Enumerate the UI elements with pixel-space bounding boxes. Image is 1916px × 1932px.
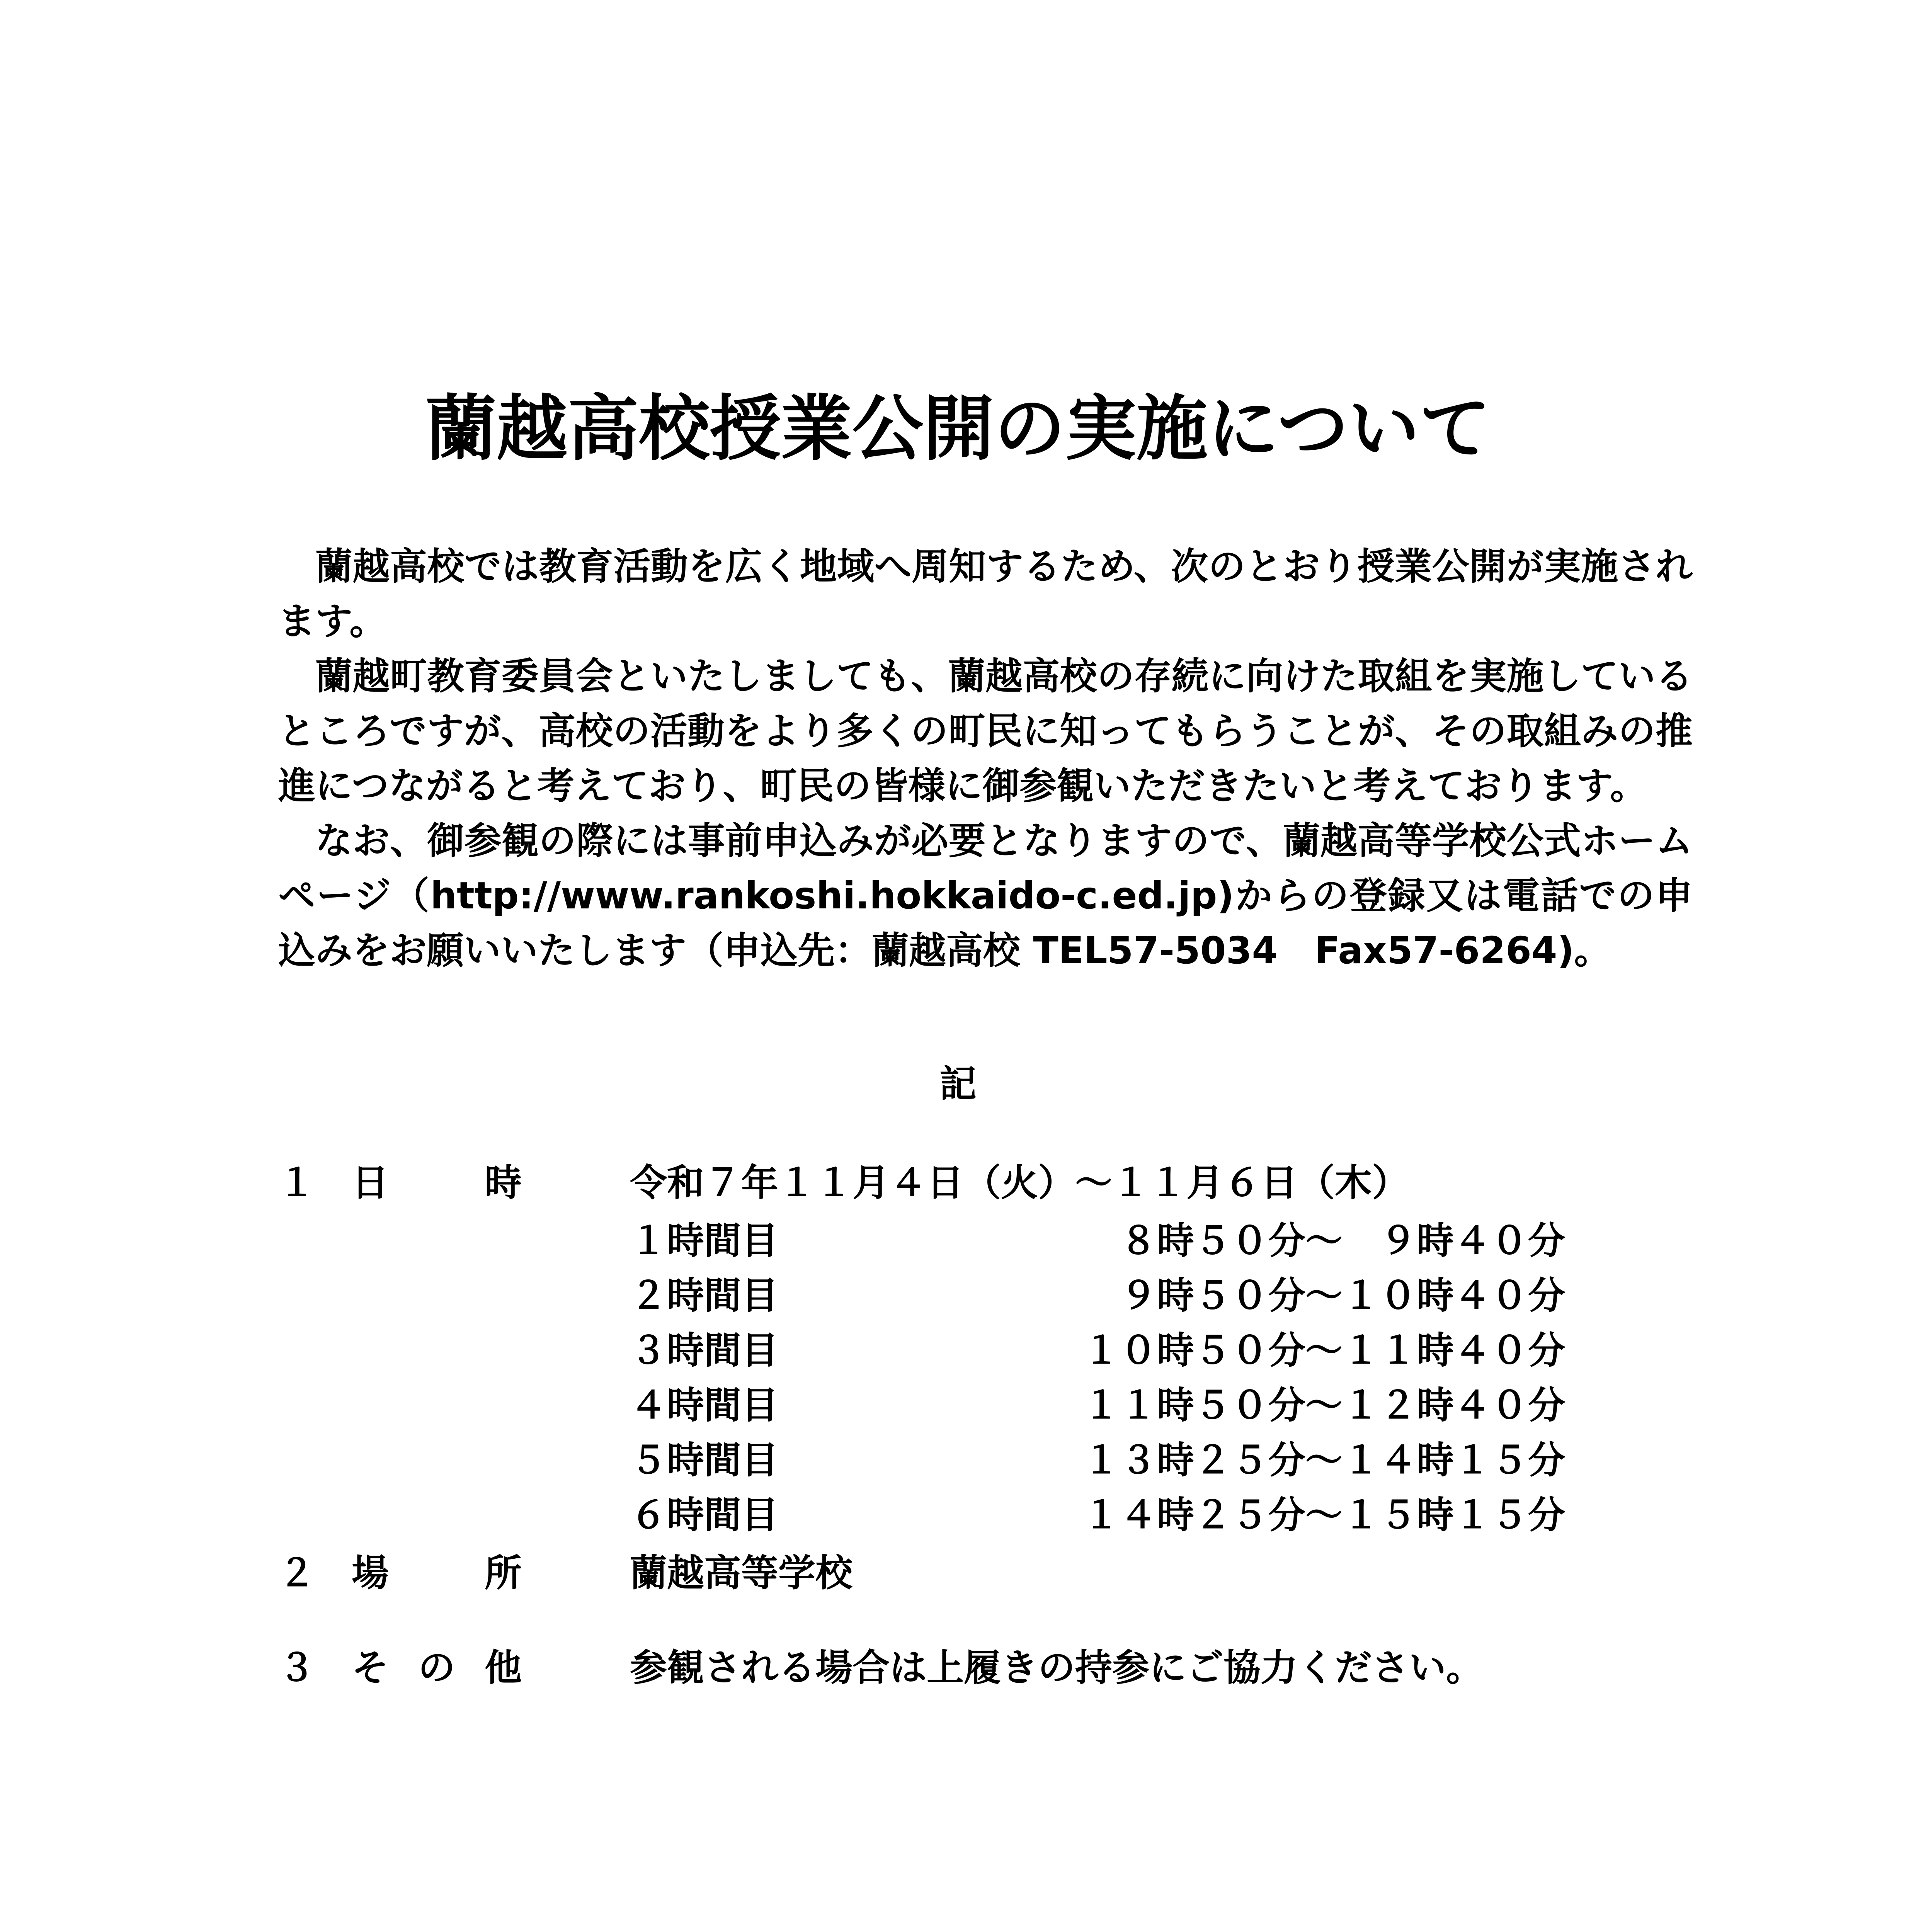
- period-time: １０時５０分～１１時４０分: [1083, 1329, 1565, 1372]
- period-time: １３時２５分～１４時１５分: [1083, 1439, 1565, 1482]
- item-label-char: 時: [485, 1161, 522, 1204]
- period-label: ６時間目: [630, 1493, 778, 1537]
- item-label-char: の: [418, 1646, 455, 1689]
- item-label-char: 所: [485, 1551, 522, 1595]
- item-number: １: [278, 1161, 315, 1204]
- paragraph-board-of-education: 蘭越町教育委員会といたしましても、蘭越高校の存続に向けた取組を実施しているところですが、高校の活動をより多くの町民に知ってもらうことが、その取組みの推進につながると考えており、町民の皆様に御参観いただきたいと考えております。: [278, 655, 1693, 808]
- item-label-char: そ: [352, 1646, 389, 1689]
- paragraph-intro: 蘭越高校では教育活動を広く地域へ周知するため、次のとおり授業公開が実施されます。: [278, 545, 1693, 643]
- item-label: [352, 1546, 522, 1600]
- period-label: １時間目: [630, 1219, 778, 1262]
- period-label: ４時間目: [630, 1384, 778, 1427]
- item-value: 令和７年１１月４日（火）～１１月６日（木）: [630, 1161, 1409, 1204]
- item-label-char: 日: [352, 1161, 389, 1204]
- item-value: 蘭越高等学校: [630, 1551, 853, 1595]
- period-label: ５時間目: [630, 1439, 778, 1482]
- body-text: [278, 539, 1693, 978]
- item-label-char: 他: [485, 1646, 522, 1689]
- period-time: １１時５０分～１２時４０分: [1083, 1384, 1565, 1427]
- item-label: [352, 1640, 522, 1695]
- period-time: ９時５０分～１０時４０分: [1120, 1274, 1565, 1317]
- ki-heading: 記: [939, 1062, 977, 1105]
- item-number: ２: [278, 1551, 315, 1595]
- period-label: ２時間目: [630, 1274, 778, 1317]
- item-label-char: 場: [352, 1551, 389, 1595]
- item-value: 参観される場合は上履きの持参にご協力ください。: [630, 1646, 1483, 1689]
- period-time: １４時２５分～１５時１５分: [1083, 1493, 1565, 1537]
- period-time: ８時５０分～ ９時４０分: [1120, 1219, 1565, 1262]
- item-label: [352, 1155, 522, 1210]
- page-title: 蘭越高校授業公開の実施について: [425, 388, 1491, 470]
- paragraph-application: なお、御参観の際には事前申込みが必要となりますので、蘭越高等学校公式ホームページ（http://www.rankoshi.hokkaido-c.ed.jp)からの登録又は電話での申込みをお願いいたします（申込先：蘭越高校 TEL57-5034 Fax57-6264)。: [278, 819, 1693, 972]
- period-label: ３時間目: [630, 1329, 778, 1372]
- item-number: ３: [278, 1646, 315, 1689]
